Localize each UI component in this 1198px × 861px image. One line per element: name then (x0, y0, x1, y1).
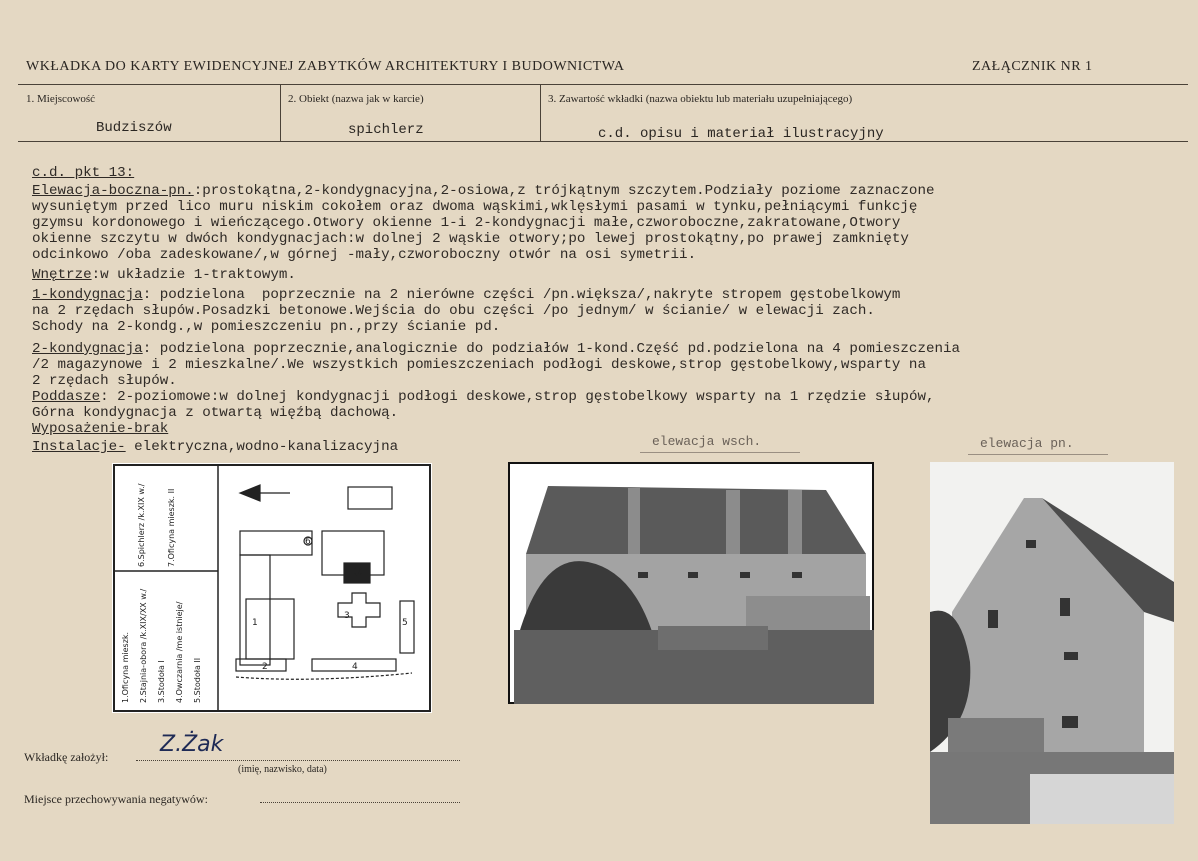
photo-east-elevation (508, 462, 874, 704)
section-heading: 2-kondygnacja (32, 341, 143, 357)
caption-north: elewacja pn. (980, 436, 1074, 451)
section-heading: Elewacja-boczna-pn. (32, 183, 194, 199)
section-heading: Wnętrze (32, 267, 92, 283)
description-line (32, 440, 398, 455)
founder-hint: (imię, nazwisko, data) (238, 764, 327, 775)
line-text: : podzielona poprzecznie,analogicznie do podziałów 1-kond.Część pd.podzielona na 4 pomieszczenia (142, 341, 961, 357)
description-line (32, 288, 900, 303)
description-line (32, 166, 134, 181)
description-line (32, 320, 500, 335)
plan-legend-item: 4.Owczarnia /me istnieje/ (175, 601, 184, 703)
plan-legend-item: 7.Oficyna mieszk. II (167, 488, 176, 567)
description-line (32, 358, 926, 373)
plan-num-6: 6 (305, 537, 311, 547)
field-locality-value: Budziszów (96, 120, 172, 136)
site-plan (112, 463, 432, 713)
description-line (32, 184, 934, 199)
line-text: na 2 rzędach słupów.Posadzki betonowe.Wejścia do obu części /po jednym/ w ścianie/ w elewacji zach. (32, 303, 875, 319)
description-line (32, 232, 909, 247)
plan-legend-item: 2.Stajnia-obora /k.XIX/XX w./ (139, 588, 148, 703)
plan-legend-item: 3.Stodoła I (157, 660, 166, 703)
description-line (32, 374, 177, 389)
section-heading: Wyposażenie-brak (32, 421, 169, 437)
description-line (32, 268, 296, 283)
line-text: okienne szczytu w dwóch kondygnacjach:w dolnej 2 wąskie otwory;po lewej prostokątny,po prawej zamknięty (32, 231, 909, 247)
section-heading: Instalacje- (32, 439, 126, 455)
plan-legend-item: 1.Oficyna mieszk. (121, 631, 130, 703)
photo-north-elevation (930, 462, 1174, 824)
section-heading: 1-kondygnacja (32, 287, 143, 303)
field-locality-label: 1. Miejscowość (26, 93, 96, 105)
plan-num-3: 3 (344, 611, 350, 621)
line-text: odcinkowo /oba zadeskowane/,w górnej -mały,czworoboczny otwór na osi symetrii. (32, 247, 697, 263)
description-line (32, 406, 398, 421)
plan-num-4: 4 (352, 662, 358, 672)
plan-legend-item: 6.Spichlerz /k.XIX w./ (137, 483, 146, 567)
site-plan-drawing (112, 463, 432, 713)
description-line (32, 200, 917, 215)
section-heading: Poddasze (32, 389, 101, 405)
plan-legend-item: 5.Stodoła II (193, 657, 202, 703)
field-content-label: 3. Zawartość wkładki (nazwa obiektu lub materiału uzupełniającego) (548, 93, 853, 105)
description-line (32, 422, 168, 437)
field-content-value: c.d. opisu i materiał ilustracyjny (598, 126, 884, 142)
founder-signature: Z.Żak (160, 732, 224, 757)
plan-num-7: 7 (356, 567, 362, 577)
line-text: wysuniętym przed lico muru niskim cokołem oraz dwoma wąskimi,wklęsłymi pasami w tynku,pełniącymi funkcję (32, 199, 918, 215)
line-text: Górna kondygnacja z otwartą więźbą dachową. (32, 405, 399, 421)
annex-label: ZAŁĄCZNIK NR 1 (972, 59, 1093, 74)
line-text: gzymsu kordonowego i wieńczącego.Otwory okienne 1-i 2-kondygnacji małe,czworoboczne,zakratowane,Otwory (32, 215, 901, 231)
plan-num-2: 2 (262, 662, 268, 672)
line-text: :w układzie 1-traktowym. (91, 267, 296, 283)
description-line (32, 304, 875, 319)
plan-num-1: 1 (252, 618, 258, 628)
line-text: : 2-poziomowe:w dolnej kondygnacji podłogi deskowe,strop gęstobelkowy wsparty na 1 rzędzie słupów, (100, 389, 935, 405)
field-object-value: spichlerz (348, 122, 424, 138)
line-text: /2 magazynowe i 2 mieszkalne/.We wszystkich pomieszczeniach podłogi deskowe,strop gęstobelkowy,wsparty na (32, 357, 926, 373)
founder-label: Wkładkę założył: (24, 750, 109, 764)
field-object-label: 2. Obiekt (nazwa jak w karcie) (288, 93, 424, 105)
line-text: Schody na 2-kondg.,w pomieszczeniu pn.,przy ścianie pd. (32, 319, 501, 335)
plan-num-5: 5 (402, 618, 408, 628)
description-line (32, 248, 696, 263)
negatives-label: Miejsce przechowywania negatywów: (24, 792, 208, 806)
description-line (32, 390, 935, 405)
line-text: 2 rzędach słupów. (32, 373, 177, 389)
description-line (32, 216, 900, 231)
sheet-title: WKŁADKA DO KARTY EWIDENCYJNEJ ZABYTKÓW ARCHITEKTURY I BUDOWNICTWA (26, 59, 625, 74)
section-heading: c.d. pkt 13: (32, 165, 135, 181)
line-text: : podzielona poprzecznie na 2 nierówne części /pn.większa/,nakryte stropem gęstobelkowym (142, 287, 901, 303)
line-text: elektryczna,wodno-kanalizacyjna (125, 439, 399, 455)
description-line (32, 342, 960, 357)
line-text: :prostokątna,2-kondygnacyjna,2-osiowa,z trójkątnym szczytem.Podziały poziome zaznaczone (193, 183, 935, 199)
caption-east: elewacja wsch. (652, 434, 762, 449)
